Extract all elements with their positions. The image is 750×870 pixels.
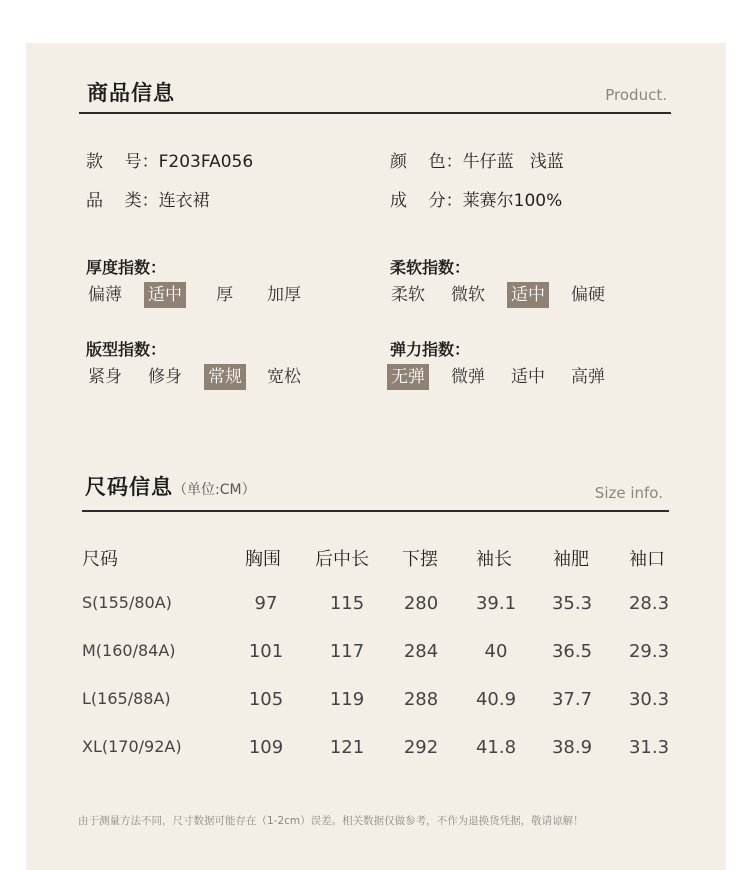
material-row [390, 186, 562, 211]
category-value: 连衣裙 [158, 191, 210, 211]
chest-cell: 101 [248, 641, 284, 662]
back-length-cell: 117 [329, 641, 365, 662]
col-header-size: 尺码 [82, 549, 118, 570]
cuff-cell: 29.3 [628, 641, 670, 662]
size-cell: L(165/88A) [82, 689, 171, 708]
col-header-sleeve-length: 袖长 [476, 549, 512, 570]
thickness-option-thin: 偏薄 [88, 285, 122, 305]
thickness-option-thick: 厚 [216, 285, 233, 305]
thickness-option-medium-selected: 适中 [144, 282, 186, 308]
back-length-cell: 115 [329, 593, 365, 614]
size-info-heading [85, 471, 256, 501]
back-length-cell: 119 [329, 689, 365, 710]
fit-option-tight: 紧身 [88, 367, 122, 387]
fit-option-regular-selected: 常规 [204, 364, 246, 390]
chest-cell: 105 [248, 689, 284, 710]
elasticity-index-title: 弹力指数： [390, 340, 471, 359]
hem-cell: 280 [403, 593, 439, 614]
product-info-title-en: Product. [605, 86, 667, 104]
sleeve-length-cell: 40.9 [475, 689, 517, 710]
back-length-cell: 121 [329, 737, 365, 758]
category-label: 品 类： [86, 191, 159, 211]
style-no-value: F203FA056 [158, 152, 254, 172]
fit-option-loose: 宽松 [267, 367, 301, 387]
fit-option-slim: 修身 [148, 367, 182, 387]
product-card [26, 43, 726, 870]
style-no-row [86, 147, 253, 172]
col-header-back-length: 后中长 [315, 549, 369, 570]
softness-option-soft: 柔软 [391, 285, 425, 305]
size-info-divider [82, 510, 669, 512]
sleeve-width-cell: 37.7 [551, 689, 593, 710]
fit-index-title: 版型指数： [86, 340, 167, 359]
sleeve-length-cell: 40 [484, 641, 508, 662]
col-header-cuff: 袖口 [629, 549, 665, 570]
size-cell: S(155/80A) [82, 593, 172, 612]
size-cell: M(160/84A) [82, 641, 176, 660]
cuff-cell: 28.3 [628, 593, 670, 614]
style-no-label: 款 号： [86, 152, 159, 172]
hem-cell: 284 [403, 641, 439, 662]
softness-option-hard: 偏硬 [571, 285, 605, 305]
hem-cell: 292 [403, 737, 439, 758]
sleeve-length-cell: 39.1 [475, 593, 517, 614]
chest-cell: 97 [254, 593, 278, 614]
size-unit-label: （单位:CM） [173, 482, 256, 498]
color-label: 颜 色： [390, 152, 463, 172]
color-value: 牛仔蓝 浅蓝 [462, 152, 564, 172]
sleeve-width-cell: 38.9 [551, 737, 593, 758]
softness-index-title: 柔软指数： [390, 258, 471, 277]
size-info-title: 尺码信息 [85, 475, 173, 499]
category-row [86, 186, 210, 211]
sleeve-width-cell: 35.3 [551, 593, 593, 614]
product-info-title: 商品信息 [87, 81, 175, 105]
thickness-index-title: 厚度指数： [86, 258, 167, 277]
softness-option-medium-selected: 适中 [507, 282, 549, 308]
product-info-divider [79, 112, 671, 114]
elasticity-option-slight: 微弹 [451, 367, 485, 387]
size-info-title-en: Size info. [594, 484, 663, 502]
size-cell: XL(170/92A) [82, 737, 182, 756]
col-header-chest: 胸围 [245, 549, 281, 570]
col-header-sleeve-width: 袖肥 [553, 549, 589, 570]
material-value: 莱赛尔100% [462, 191, 563, 211]
elasticity-option-high: 高弹 [571, 367, 605, 387]
color-row [390, 147, 564, 172]
sleeve-width-cell: 36.5 [551, 641, 593, 662]
material-label: 成 分： [390, 191, 463, 211]
elasticity-option-medium: 适中 [511, 367, 545, 387]
thickness-option-extra-thick: 加厚 [267, 285, 301, 305]
hem-cell: 288 [403, 689, 439, 710]
chest-cell: 109 [248, 737, 284, 758]
sleeve-length-cell: 41.8 [475, 737, 517, 758]
cuff-cell: 31.3 [628, 737, 670, 758]
measurement-disclaimer: 由于测量方法不同，尺寸数据可能存在（1-2cm）误差。相关数据仅做参考，不作为退换货凭据，敬请谅解！ [78, 815, 584, 827]
cuff-cell: 30.3 [628, 689, 670, 710]
softness-option-slightly-soft: 微软 [451, 285, 485, 305]
col-header-hem: 下摆 [402, 549, 438, 570]
elasticity-option-none-selected: 无弹 [387, 364, 429, 390]
